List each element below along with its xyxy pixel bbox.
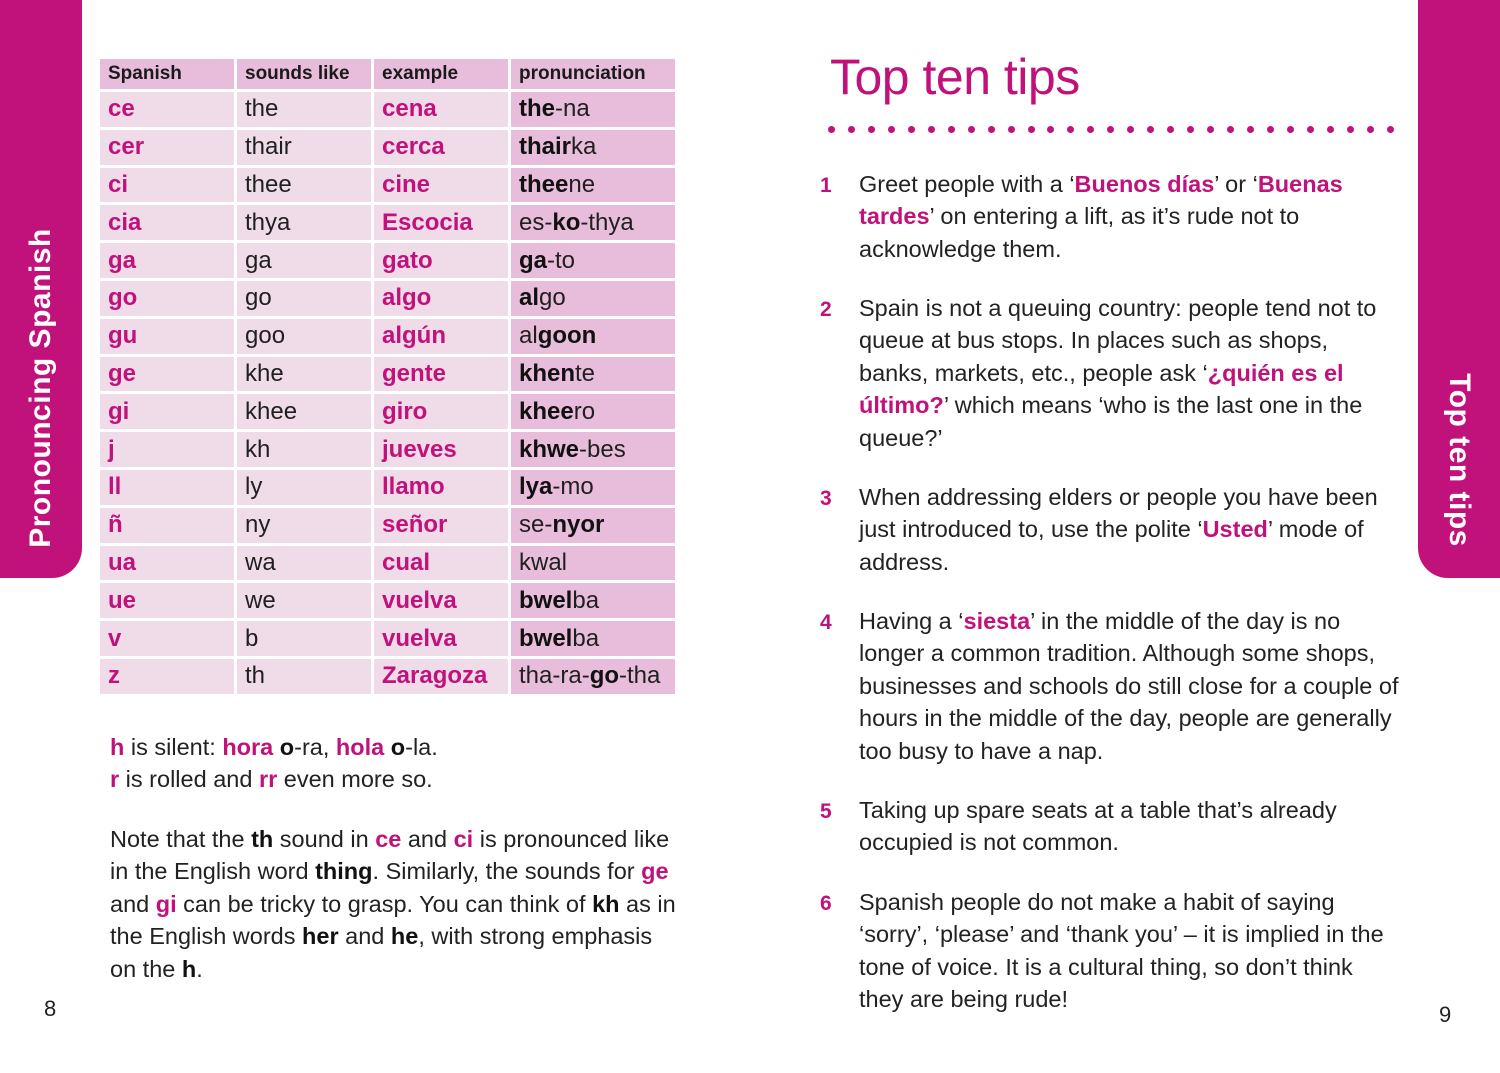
section-tab-label: Pronouncing Spanish: [24, 228, 57, 548]
cell-spanish: gi: [100, 394, 234, 429]
syllable: -mo: [552, 473, 594, 501]
table-header-row: [100, 59, 675, 89]
highlight-term: h: [110, 734, 125, 760]
table-row: [100, 243, 675, 278]
divider-dot: [1347, 126, 1354, 133]
cell-sounds-like: khe: [237, 357, 371, 392]
cell-sounds-like: khee: [237, 394, 371, 429]
cell-spanish: cer: [100, 130, 234, 165]
cell-example: gato: [374, 243, 508, 278]
table-row: [100, 621, 675, 656]
cell-spanish: ua: [100, 546, 234, 581]
divider-dot: [968, 126, 975, 133]
table-row: [100, 92, 675, 127]
cell-spanish: j: [100, 432, 234, 467]
bold-term: thing: [315, 858, 373, 885]
cell-spanish: ci: [100, 168, 234, 203]
cell-example: jueves: [374, 432, 508, 467]
highlight-term: Usted: [1202, 516, 1268, 543]
cell-example: vuelva: [374, 621, 508, 656]
cell-pronunciation: [511, 659, 675, 694]
divider-dot: [1267, 126, 1274, 133]
cell-example: cerca: [374, 130, 508, 165]
tip-number: 1: [820, 174, 832, 197]
stressed-syllable: bwel: [519, 586, 573, 614]
divider-dot: [1367, 126, 1374, 133]
highlight-term: Buenos días: [1074, 171, 1215, 197]
pronunciation-note-th-sound: Note that the th sound in ce and ci is pronounced like in the English word thing. Similarly, the sounds for ge and gi can be tricky to grasp. You can think of kh as in the English words her and he, with strong emphasis on the h.: [110, 826, 676, 982]
cell-pronunciation: [511, 508, 675, 543]
cell-spanish: gu: [100, 319, 234, 354]
cell-sounds-like: b: [237, 621, 371, 656]
syllable: -thya: [580, 208, 634, 236]
syllable: go: [539, 284, 566, 312]
tip-text: Greet people with a ‘Buenos días’ or ‘Buenas tardes’ on entering a lift, as it’s rude not to acknowledge them.: [859, 171, 1343, 262]
cell-pronunciation: [511, 621, 675, 656]
divider-dot: [888, 126, 895, 133]
cell-sounds-like: ny: [237, 508, 371, 543]
page-number-right: 9: [1439, 1002, 1452, 1027]
cell-example: llamo: [374, 470, 508, 505]
cell-pronunciation: [511, 168, 675, 203]
divider-dot: [1227, 126, 1234, 133]
column-header: pronunciation: [511, 59, 675, 89]
syllable: al: [519, 322, 538, 350]
cell-sounds-like: we: [237, 583, 371, 618]
stressed-syllable: ko: [552, 208, 581, 236]
stressed-syllable: nyor: [552, 511, 605, 539]
cell-pronunciation: [511, 92, 675, 127]
bold-term: o: [279, 734, 295, 760]
stressed-syllable: bwel: [519, 624, 573, 652]
stressed-syllable: khwe: [519, 435, 580, 463]
divider-dot: [868, 126, 875, 133]
cell-pronunciation: [511, 583, 675, 618]
syllable: -tha: [619, 662, 661, 690]
syllable: -na: [555, 95, 590, 123]
syllable: se-: [519, 511, 553, 539]
divider-dot: [1207, 126, 1214, 133]
stressed-syllable: lya: [519, 473, 553, 501]
tip-number: 2: [820, 298, 832, 321]
divider-dot: [1387, 126, 1394, 133]
divider-dot: [1067, 126, 1074, 133]
table-row: [100, 168, 675, 203]
table-row: [100, 130, 675, 165]
stressed-syllable: khen: [519, 359, 576, 387]
bold-term: kh: [592, 890, 620, 917]
divider-dot: [1327, 126, 1334, 133]
cell-pronunciation: [511, 130, 675, 165]
cell-pronunciation: [511, 281, 675, 316]
cell-example: señor: [374, 508, 508, 543]
divider-dot: [848, 126, 855, 133]
cell-sounds-like: goo: [237, 319, 371, 354]
table-row: [100, 432, 675, 467]
divider-dot: [1247, 126, 1254, 133]
table-row: [100, 394, 675, 429]
highlight-term: Buenas tardes: [859, 171, 1343, 230]
syllable: -to: [547, 246, 576, 274]
cell-sounds-like: th: [237, 659, 371, 694]
stressed-syllable: the: [519, 95, 555, 123]
highlight-term: rr: [258, 766, 278, 793]
cell-sounds-like: thya: [237, 205, 371, 240]
cell-sounds-like: thair: [237, 130, 371, 165]
divider-dot: [828, 126, 835, 133]
divider-dot: [1087, 126, 1094, 133]
divider-dot: [1028, 126, 1035, 133]
cell-example: Escocia: [374, 205, 508, 240]
cell-pronunciation: [511, 546, 675, 581]
divider-dot: [1147, 126, 1154, 133]
stressed-syllable: khee: [519, 397, 574, 425]
divider-dot: [948, 126, 955, 133]
section-tab-left: [0, 0, 82, 578]
table-row: [100, 319, 675, 354]
cell-spanish: v: [100, 621, 234, 656]
highlight-term: ci: [453, 826, 474, 852]
highlight-term: gi: [155, 890, 177, 917]
syllable: ro: [573, 397, 596, 425]
divider-dot: [1008, 126, 1015, 133]
page-title: Top ten tips: [830, 49, 1080, 105]
cell-sounds-like: kh: [237, 432, 371, 467]
syllable: es-: [519, 208, 553, 236]
table-row: [100, 546, 675, 581]
stressed-syllable: thee: [519, 170, 569, 198]
tip-number: 6: [820, 892, 832, 915]
cell-spanish: ll: [100, 470, 234, 505]
divider-dot: [1047, 126, 1054, 133]
syllable: -bes: [579, 435, 626, 463]
cell-spanish: ce: [100, 92, 234, 127]
syllable: tha-ra-: [519, 662, 590, 690]
tip-text: When addressing elders or people you have been just introduced to, use the polite ‘Usted’ mode of address.: [859, 484, 1378, 575]
cell-spanish: ge: [100, 357, 234, 392]
column-header: Spanish: [100, 59, 234, 89]
cell-spanish: ñ: [100, 508, 234, 543]
tip-text: Spanish people do not make a habit of saying ‘sorry’, ‘please’ and ‘thank you’ – it is implied in the tone of voice. It is a cultural thing, so don’t think they are being rude!: [859, 889, 1384, 1013]
divider-dot: [928, 126, 935, 133]
stressed-syllable: al: [519, 284, 540, 312]
tip-text: Taking up spare seats at a table that’s already occupied is not common.: [859, 797, 1337, 856]
stressed-syllable: thair: [519, 133, 572, 161]
divider-dot: [988, 126, 995, 133]
table-row: [100, 583, 675, 618]
highlight-term: hola: [335, 734, 385, 760]
highlight-term: ge: [641, 858, 669, 885]
cell-spanish: ga: [100, 243, 234, 278]
tip-text: Spain is not a queuing country: people tend not to queue at bus stops. In places such as shops, banks, markets, etc., people ask ‘¿quién es el último?’ which means ‘who is the last one in the queue?’: [859, 295, 1377, 451]
section-tab-right: [1418, 0, 1500, 578]
divider-dot: [1187, 126, 1194, 133]
column-header: example: [374, 59, 508, 89]
cell-sounds-like: thee: [237, 168, 371, 203]
cell-pronunciation: [511, 357, 675, 392]
page-number-left: 8: [44, 996, 57, 1021]
note-line: h is silent: hora o-ra, hola o-la.: [110, 734, 438, 760]
cell-sounds-like: go: [237, 281, 371, 316]
tip-number: 4: [820, 611, 832, 634]
highlight-term: siesta: [963, 608, 1031, 634]
bold-term: th: [251, 826, 274, 852]
cell-example: gente: [374, 357, 508, 392]
syllable: ne: [568, 170, 596, 198]
cell-pronunciation: [511, 205, 675, 240]
table-row: [100, 659, 675, 694]
cell-example: cine: [374, 168, 508, 203]
cell-spanish: cia: [100, 205, 234, 240]
highlight-term: hora: [222, 734, 274, 760]
cell-example: cual: [374, 546, 508, 581]
table-row: [100, 357, 675, 392]
column-header: sounds like: [237, 59, 371, 89]
cell-pronunciation: [511, 319, 675, 354]
cell-spanish: go: [100, 281, 234, 316]
divider-dot: [1167, 126, 1174, 133]
cell-example: algún: [374, 319, 508, 354]
syllable: te: [575, 359, 596, 387]
table-row: [100, 470, 675, 505]
cell-spanish: z: [100, 659, 234, 694]
section-tab-label: Top ten tips: [1443, 373, 1476, 547]
cell-pronunciation: [511, 432, 675, 467]
highlight-term: r: [110, 766, 120, 793]
highlight-term: ¿quién es el último?: [859, 359, 1344, 419]
table-row: [100, 508, 675, 543]
cell-example: vuelva: [374, 583, 508, 618]
divider-dot: [1287, 126, 1294, 133]
pronunciation-table: [97, 56, 678, 697]
stressed-syllable: ga: [519, 246, 548, 274]
tip-text: Having a ‘siesta’ in the middle of the day is no longer a common tradition. Although some shops, businesses and schools do still close for a couple of hours in the middle of the day, people are generally too busy to have a nap.: [859, 608, 1399, 764]
cell-sounds-like: wa: [237, 546, 371, 581]
divider-dot: [908, 126, 915, 133]
cell-example: cena: [374, 92, 508, 127]
note-line: r is rolled and rr even more so.: [110, 766, 433, 793]
syllable: kwal: [519, 548, 568, 576]
divider-dot: [1127, 126, 1134, 133]
stressed-syllable: go: [589, 662, 620, 690]
table-row: [100, 281, 675, 316]
divider-dot: [1107, 126, 1114, 133]
cell-example: Zaragoza: [374, 659, 508, 694]
table-row: [100, 205, 675, 240]
bold-term: o: [390, 734, 406, 760]
cell-sounds-like: the: [237, 92, 371, 127]
pronunciation-note-silent-letters: [110, 731, 670, 796]
table-body: [100, 92, 675, 694]
syllable: ba: [572, 624, 600, 652]
divider-dot: [1307, 126, 1314, 133]
stressed-syllable: goon: [537, 322, 597, 350]
syllable: ba: [572, 586, 600, 614]
cell-pronunciation: [511, 394, 675, 429]
cell-example: algo: [374, 281, 508, 316]
cell-sounds-like: ga: [237, 243, 371, 278]
cell-spanish: ue: [100, 583, 234, 618]
bold-term: her: [302, 923, 339, 950]
cell-sounds-like: ly: [237, 470, 371, 505]
cell-pronunciation: [511, 470, 675, 505]
tip-number: 3: [820, 487, 832, 510]
highlight-term: ce: [375, 826, 402, 852]
cell-pronunciation: [511, 243, 675, 278]
tip-number: 5: [820, 800, 832, 823]
bold-term: h: [181, 955, 197, 982]
dotted-divider: [828, 122, 1394, 136]
bold-term: he: [390, 923, 419, 950]
syllable: ka: [571, 133, 597, 161]
cell-example: giro: [374, 394, 508, 429]
